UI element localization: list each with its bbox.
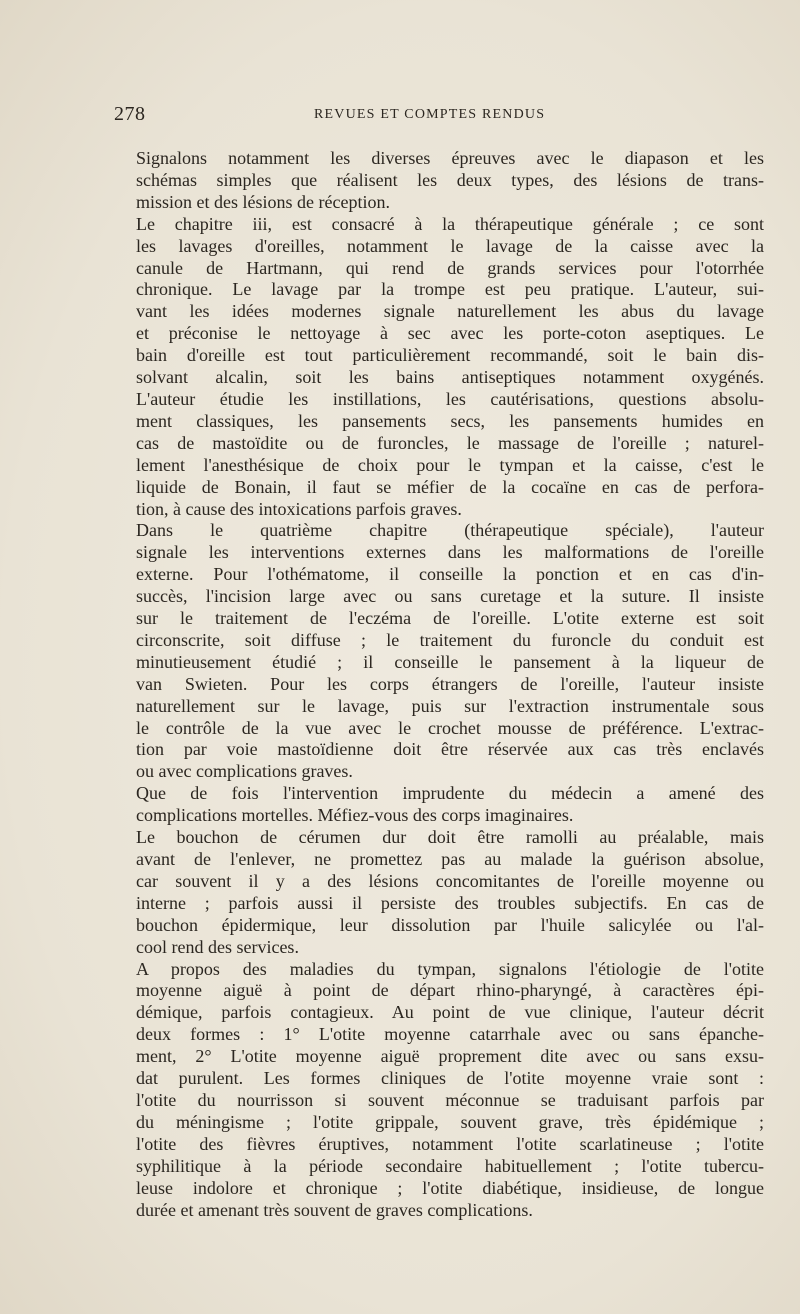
text-line: démique, parfois contagieux. Au point de vue clinique, l'auteur décrit [136, 1002, 764, 1023]
paragraph [114, 214, 764, 521]
text-line: l'otite des fièvres éruptives, notamment l'otite scarlatineuse ; l'otite [136, 1133, 764, 1154]
text-line: solvant alcalin, soit les bains antiseptiques notamment oxygénés. [136, 367, 764, 388]
text-line: minutieusement étudié ; il conseille le pansement à la liqueur de [136, 651, 764, 672]
text-line: les lavages d'oreilles, notamment le lavage de la caisse avec la [136, 235, 764, 256]
text-line: le contrôle de la vue avec le crochet mousse de préférence. L'extrac- [136, 717, 764, 738]
running-title: REVUES ET COMPTES RENDUS [314, 107, 546, 122]
paragraph [114, 783, 764, 827]
text-line: Dans le quatrième chapitre (thérapeutique spéciale), l'auteur [136, 520, 764, 541]
text-line: Signalons notamment les diverses épreuves avec le diapason et les [136, 148, 764, 168]
text-line: l'otite du nourrisson si souvent méconnue se traduisant parfois par [136, 1089, 764, 1110]
text-line: externe. Pour l'othématome, il conseille la ponction et en cas d'in- [136, 564, 764, 585]
text-line: schémas simples que réalisent les deux types, des lésions de trans- [136, 169, 764, 190]
text-line: canule de Hartmann, qui rend de grands services pour l'otorrhée [136, 257, 764, 278]
running-head [114, 103, 764, 131]
text-line: durée et amenant très souvent de graves complications. [136, 1199, 533, 1220]
text-line: deux formes : 1° L'otite moyenne catarrhale avec ou sans épanche- [136, 1024, 764, 1045]
text-line: syphilitique à la période secondaire habituellement ; l'otite tubercu- [136, 1155, 764, 1176]
body-text [114, 148, 764, 1221]
text-line: liquide de Bonain, il faut se méfier de la cocaïne en cas de perfora- [136, 476, 764, 497]
paragraph [114, 520, 764, 783]
paragraph [114, 959, 764, 1222]
page-number: 278 [114, 103, 146, 125]
text-line: complications mortelles. Méfiez-vous des corps imaginaires. [136, 805, 574, 826]
text-line: lement l'anesthésique de choix pour le tympan et la caisse, c'est le [136, 454, 764, 475]
text-line: mission et des lésions de réception. [136, 191, 390, 212]
paragraph [114, 148, 764, 214]
text-line: bain d'oreille est tout particulièrement recommandé, soit le bain dis- [136, 345, 764, 366]
text-line: A propos des maladies du tympan, signalons l'étiologie de l'otite [136, 958, 764, 979]
text-line: van Swieten. Pour les corps étrangers de l'oreille, l'auteur insiste [136, 673, 764, 694]
text-line: Le chapitre iii, est consacré à la thérapeutique générale ; ce sont [136, 213, 764, 234]
text-line: ment classiques, les pansements secs, les pansements humides en [136, 410, 764, 431]
paragraph [114, 827, 764, 958]
text-line: car souvent il y a des lésions concomitantes de l'oreille moyenne ou [136, 870, 764, 891]
text-line: naturellement sur le lavage, puis sur l'extraction instrumentale sous [136, 695, 764, 716]
text-line: tion, à cause des intoxications parfois graves. [136, 498, 462, 519]
text-line: sur le traitement de l'eczéma de l'oreille. L'otite externe est soit [136, 608, 764, 629]
text-line: interne ; parfois aussi il persiste des troubles subjectifs. En cas de [136, 892, 764, 913]
text-line: chronique. Le lavage par la trompe est peu pratique. L'auteur, sui- [136, 279, 764, 300]
text-line: avant de l'enlever, ne promettez pas au malade la guérison absolue, [136, 849, 764, 869]
text-line: cool rend des services. [136, 936, 299, 957]
text-line: succès, l'incision large avec ou sans curetage et la suture. Il insiste [136, 586, 764, 607]
text-line: du méningisme ; l'otite grippale, souvent grave, très épidémique ; [136, 1111, 764, 1132]
text-line: Le bouchon de cérumen dur doit être ramolli au préalable, mais [136, 827, 764, 848]
text-line: Que de fois l'intervention imprudente du médecin a amené des [136, 783, 764, 804]
text-line: ment, 2° L'otite moyenne aiguë proprement dite avec ou sans exsu- [136, 1046, 764, 1067]
text-line: moyenne aiguë à point de départ rhino-pharyngé, à caractères épi- [136, 980, 764, 1001]
text-line: circonscrite, soit diffuse ; le traitement du furoncle du conduit est [136, 629, 764, 650]
text-line: L'auteur étudie les instillations, les cautérisations, questions absolu- [136, 388, 764, 409]
text-line: leuse indolore et chronique ; l'otite diabétique, insidieuse, de longue [136, 1177, 764, 1198]
text-line: vant les idées modernes signale naturellement les abus du lavage [136, 301, 764, 322]
text-line: ou avec complications graves. [136, 761, 353, 782]
text-line: et préconise le nettoyage à sec avec les porte-coton aseptiques. Le [136, 323, 764, 344]
text-line: cas de mastoïdite ou de furoncles, le massage de l'oreille ; naturel- [136, 432, 764, 453]
text-line: tion par voie mastoïdienne doit être réservée aux cas très enclavés [136, 739, 764, 760]
text-line: dat purulent. Les formes cliniques de l'otite moyenne vraie sont : [136, 1068, 764, 1089]
text-line: bouchon épidermique, leur dissolution par l'huile salicylée ou l'al- [136, 914, 764, 935]
text-line: signale les interventions externes dans les malformations de l'oreille [136, 542, 764, 563]
